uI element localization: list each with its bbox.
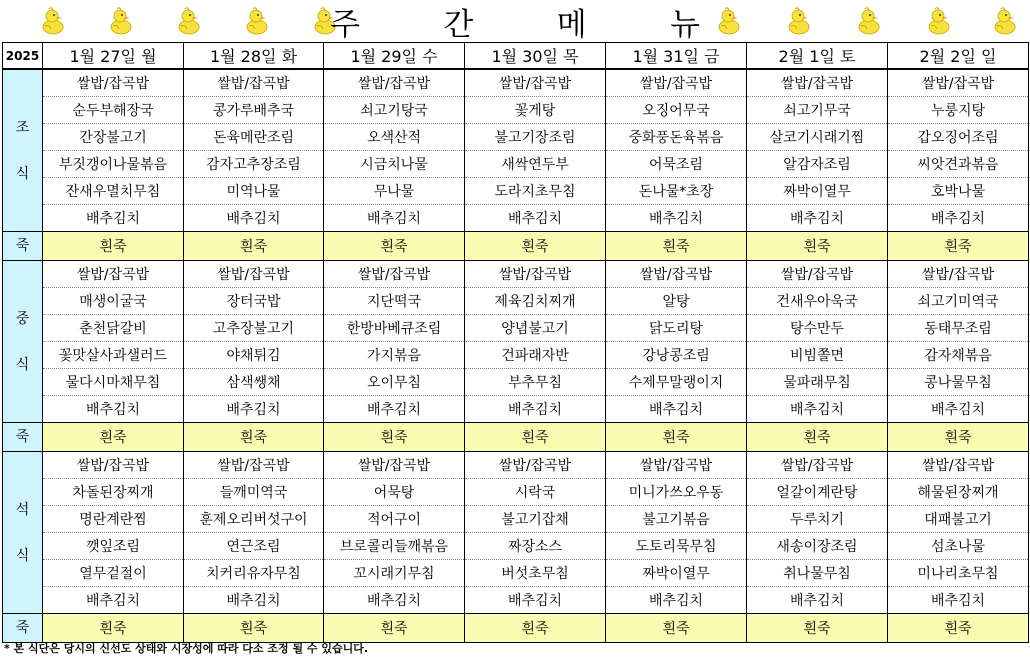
meal-category-label — [3, 452, 43, 614]
menu-dish: 쌀밥/잡곡밥 — [888, 261, 1029, 288]
menu-dish: 콩나물무침 — [888, 369, 1029, 396]
menu-dish: 배추김치 — [184, 205, 324, 232]
porridge-item: 흰죽 — [606, 232, 747, 261]
menu-dish: 알탕 — [606, 288, 747, 315]
menu-row — [3, 560, 1029, 587]
menu-dish: 불고기장조림 — [465, 124, 606, 151]
menu-dish: 쇠고기무국 — [747, 97, 888, 124]
menu-dish: 돈육메란조림 — [184, 124, 324, 151]
menu-dish: 꼬시래기무침 — [324, 560, 465, 587]
menu-dish: 대패불고기 — [888, 506, 1029, 533]
menu-dish: 버섯초무침 — [465, 560, 606, 587]
menu-dish: 가지볶음 — [324, 342, 465, 369]
menu-dish: 배추김치 — [324, 205, 465, 232]
menu-dish: 간장불고기 — [43, 124, 184, 151]
menu-dish: 짜박이열무 — [747, 178, 888, 205]
menu-dish: 배추김치 — [184, 587, 324, 614]
weekly-menu-table — [2, 42, 1029, 643]
duck-icon — [926, 6, 952, 36]
menu-dish: 탕수만두 — [747, 315, 888, 342]
meal-category-text: 석식 — [15, 501, 30, 564]
duck-icon — [786, 6, 812, 36]
menu-dish: 고추장불고기 — [184, 315, 324, 342]
menu-dish: 배추김치 — [606, 396, 747, 423]
menu-dish: 쌀밥/잡곡밥 — [43, 452, 184, 479]
menu-dish: 감자고추장조림 — [184, 151, 324, 178]
day-header: 2월 1일 토 — [747, 43, 888, 70]
day-header: 1월 28일 화 — [184, 43, 324, 70]
menu-dish: 닭도리탕 — [606, 315, 747, 342]
menu-row — [3, 124, 1029, 151]
menu-dish: 명란계란찜 — [43, 506, 184, 533]
menu-dish: 배추김치 — [465, 396, 606, 423]
menu-row — [3, 261, 1029, 288]
menu-dish: 해물된장찌개 — [888, 479, 1029, 506]
menu-dish: 양념불고기 — [465, 315, 606, 342]
page-title — [330, 2, 700, 43]
menu-dish: 제육김치찌개 — [465, 288, 606, 315]
porridge-label: 죽 — [3, 614, 43, 643]
menu-dish: 살코기시래기찜 — [747, 124, 888, 151]
porridge-item: 흰죽 — [888, 232, 1029, 261]
menu-dish: 물파래무침 — [747, 369, 888, 396]
menu-row — [3, 205, 1029, 232]
menu-row — [3, 506, 1029, 533]
menu-dish: 씨앗견과볶음 — [888, 151, 1029, 178]
menu-dish: 두루치기 — [747, 506, 888, 533]
menu-dish: 쌀밥/잡곡밥 — [324, 261, 465, 288]
porridge-item: 흰죽 — [324, 232, 465, 261]
menu-dish: 강낭콩조림 — [606, 342, 747, 369]
day-header: 1월 30일 목 — [465, 43, 606, 70]
menu-dish: 순두부해장국 — [43, 97, 184, 124]
menu-dish: 쌀밥/잡곡밥 — [324, 69, 465, 97]
menu-dish: 짜장소스 — [465, 533, 606, 560]
menu-dish: 중화풍돈육볶음 — [606, 124, 747, 151]
menu-row — [3, 288, 1029, 315]
menu-dish: 어묵탕 — [324, 479, 465, 506]
menu-row — [3, 342, 1029, 369]
menu-dish: 적어구이 — [324, 506, 465, 533]
menu-dish: 갑오징어조림 — [888, 124, 1029, 151]
menu-dish: 장터국밥 — [184, 288, 324, 315]
menu-dish: 건파래자반 — [465, 342, 606, 369]
porridge-item: 흰죽 — [747, 232, 888, 261]
menu-dish: 얼갈이계란탕 — [747, 479, 888, 506]
porridge-item: 흰죽 — [465, 232, 606, 261]
porridge-item: 흰죽 — [888, 614, 1029, 643]
menu-dish: 쌀밥/잡곡밥 — [184, 261, 324, 288]
menu-dish: 쌀밥/잡곡밥 — [888, 69, 1029, 97]
duck-icon — [856, 6, 882, 36]
day-header: 1월 27일 월 — [43, 43, 184, 70]
header — [0, 0, 1030, 42]
menu-dish: 브로콜리들깨볶음 — [324, 533, 465, 560]
menu-dish: 배추김치 — [43, 587, 184, 614]
porridge-item: 흰죽 — [184, 423, 324, 452]
menu-dish: 불고기잡채 — [465, 506, 606, 533]
porridge-label: 죽 — [3, 423, 43, 452]
menu-dish: 열무겉절이 — [43, 560, 184, 587]
porridge-item: 흰죽 — [465, 423, 606, 452]
title-char: 뉴 — [670, 6, 700, 43]
meal-category-text: 조식 — [15, 119, 30, 182]
menu-dish: 잔새우멸치무침 — [43, 178, 184, 205]
menu-dish: 건새우아욱국 — [747, 288, 888, 315]
porridge-row — [3, 232, 1029, 261]
porridge-row — [3, 614, 1029, 643]
menu-dish: 지단떡국 — [324, 288, 465, 315]
menu-dish: 꽃게탕 — [465, 97, 606, 124]
menu-dish: 섬초나물 — [888, 533, 1029, 560]
menu-dish: 배추김치 — [747, 587, 888, 614]
menu-dish: 미나리초무침 — [888, 560, 1029, 587]
porridge-item: 흰죽 — [184, 232, 324, 261]
porridge-item: 흰죽 — [747, 423, 888, 452]
porridge-item: 흰죽 — [606, 614, 747, 643]
duck-icon — [108, 6, 134, 36]
menu-dish: 쇠고기미역국 — [888, 288, 1029, 315]
menu-dish: 물다시마채무침 — [43, 369, 184, 396]
header-row — [3, 43, 1029, 70]
porridge-item: 흰죽 — [43, 232, 184, 261]
menu-dish: 깻잎조림 — [43, 533, 184, 560]
title-char: 주 — [330, 6, 360, 43]
menu-dish: 시락국 — [465, 479, 606, 506]
menu-row — [3, 151, 1029, 178]
menu-dish: 연근조림 — [184, 533, 324, 560]
porridge-item: 흰죽 — [324, 614, 465, 643]
menu-dish: 쌀밥/잡곡밥 — [184, 69, 324, 97]
menu-dish: 새싹연두부 — [465, 151, 606, 178]
menu-row — [3, 97, 1029, 124]
menu-dish: 오색산적 — [324, 124, 465, 151]
menu-dish: 치커리유자무침 — [184, 560, 324, 587]
year-cell: 2025 — [3, 43, 43, 70]
menu-dish: 쇠고기탕국 — [324, 97, 465, 124]
menu-dish: 어묵조림 — [606, 151, 747, 178]
menu-dish: 배추김치 — [43, 205, 184, 232]
porridge-item: 흰죽 — [324, 423, 465, 452]
menu-dish: 호박나물 — [888, 178, 1029, 205]
duck-icon — [992, 6, 1018, 36]
title-char: 간 — [443, 6, 474, 43]
menu-dish: 쌀밥/잡곡밥 — [606, 452, 747, 479]
menu-dish: 쌀밥/잡곡밥 — [747, 261, 888, 288]
porridge-item: 흰죽 — [606, 423, 747, 452]
menu-dish: 배추김치 — [324, 587, 465, 614]
duck-icon — [244, 6, 270, 36]
menu-dish: 누룽지탕 — [888, 97, 1029, 124]
menu-dish: 훈제오리버섯구이 — [184, 506, 324, 533]
porridge-item: 흰죽 — [43, 614, 184, 643]
meal-category-text: 중식 — [15, 310, 30, 373]
menu-dish: 쌀밥/잡곡밥 — [747, 452, 888, 479]
menu-dish: 쌀밥/잡곡밥 — [747, 69, 888, 97]
menu-dish: 한방바베큐조림 — [324, 315, 465, 342]
menu-dish: 춘천닭갈비 — [43, 315, 184, 342]
menu-dish: 알감자조림 — [747, 151, 888, 178]
menu-row — [3, 69, 1029, 97]
menu-row — [3, 479, 1029, 506]
menu-dish: 오징어무국 — [606, 97, 747, 124]
menu-dish: 비빔쫄면 — [747, 342, 888, 369]
menu-dish: 쌀밥/잡곡밥 — [465, 261, 606, 288]
menu-dish: 부짓갱이나물볶음 — [43, 151, 184, 178]
menu-row — [3, 396, 1029, 423]
menu-dish: 배추김치 — [747, 396, 888, 423]
porridge-item: 흰죽 — [184, 614, 324, 643]
menu-dish: 미니가쓰오우동 — [606, 479, 747, 506]
day-header: 1월 29일 수 — [324, 43, 465, 70]
menu-dish: 배추김치 — [324, 396, 465, 423]
menu-dish: 쌀밥/잡곡밥 — [888, 452, 1029, 479]
porridge-item: 흰죽 — [43, 423, 184, 452]
menu-dish: 차돌된장찌개 — [43, 479, 184, 506]
duck-icon — [716, 6, 742, 36]
menu-dish: 콩가루배추국 — [184, 97, 324, 124]
menu-row — [3, 452, 1029, 479]
menu-dish: 배추김치 — [465, 587, 606, 614]
porridge-item: 흰죽 — [888, 423, 1029, 452]
menu-dish: 삼색쌩채 — [184, 369, 324, 396]
menu-dish: 쌀밥/잡곡밥 — [324, 452, 465, 479]
menu-dish: 수제무말랭이지 — [606, 369, 747, 396]
menu-dish: 쌀밥/잡곡밥 — [606, 261, 747, 288]
menu-dish: 배추김치 — [606, 587, 747, 614]
menu-row — [3, 315, 1029, 342]
menu-dish: 배추김치 — [747, 205, 888, 232]
day-header: 2월 2일 일 — [888, 43, 1029, 70]
menu-dish: 무나물 — [324, 178, 465, 205]
menu-dish: 도라지초무침 — [465, 178, 606, 205]
menu-dish: 새송이장조림 — [747, 533, 888, 560]
duck-icon — [176, 6, 202, 36]
menu-dish: 배추김치 — [888, 205, 1029, 232]
menu-dish: 취나물무침 — [747, 560, 888, 587]
menu-dish: 배추김치 — [606, 205, 747, 232]
menu-dish: 미역나물 — [184, 178, 324, 205]
menu-dish: 동태무조림 — [888, 315, 1029, 342]
menu-dish: 배추김치 — [465, 205, 606, 232]
menu-dish: 배추김치 — [888, 396, 1029, 423]
menu-dish: 쌀밥/잡곡밥 — [43, 69, 184, 97]
menu-dish: 시금치나물 — [324, 151, 465, 178]
menu-dish: 도토리묵무침 — [606, 533, 747, 560]
menu-dish: 오이무침 — [324, 369, 465, 396]
menu-dish: 돈나물*초장 — [606, 178, 747, 205]
day-header: 1월 31일 금 — [606, 43, 747, 70]
footnote: * 본 식단은 당시의 신선도 상태와 시장성에 따라 다소 조정 될 수 있습니다. — [4, 642, 369, 655]
menu-dish: 쌀밥/잡곡밥 — [465, 452, 606, 479]
porridge-item: 흰죽 — [747, 614, 888, 643]
menu-dish: 쌀밥/잡곡밥 — [184, 452, 324, 479]
menu-dish: 꽃맛살사과샐러드 — [43, 342, 184, 369]
menu-row — [3, 587, 1029, 614]
menu-dish: 야채튀김 — [184, 342, 324, 369]
menu-dish: 배추김치 — [888, 587, 1029, 614]
menu-row — [3, 533, 1029, 560]
menu-dish: 들깨미역국 — [184, 479, 324, 506]
menu-dish: 부추무침 — [465, 369, 606, 396]
title-char: 메 — [556, 6, 587, 43]
menu-dish: 매생이굴국 — [43, 288, 184, 315]
porridge-item: 흰죽 — [465, 614, 606, 643]
menu-dish: 짜박이열무 — [606, 560, 747, 587]
menu-dish: 쌀밥/잡곡밥 — [606, 69, 747, 97]
menu-dish: 쌀밥/잡곡밥 — [465, 69, 606, 97]
porridge-label: 죽 — [3, 232, 43, 261]
menu-row — [3, 369, 1029, 396]
menu-row — [3, 178, 1029, 205]
menu-dish: 배추김치 — [43, 396, 184, 423]
duck-icon — [40, 6, 66, 36]
porridge-row — [3, 423, 1029, 452]
meal-category-label — [3, 69, 43, 232]
menu-dish: 감자채볶음 — [888, 342, 1029, 369]
menu-dish: 배추김치 — [184, 396, 324, 423]
menu-dish: 쌀밥/잡곡밥 — [43, 261, 184, 288]
meal-category-label — [3, 261, 43, 423]
menu-dish: 불고기볶음 — [606, 506, 747, 533]
